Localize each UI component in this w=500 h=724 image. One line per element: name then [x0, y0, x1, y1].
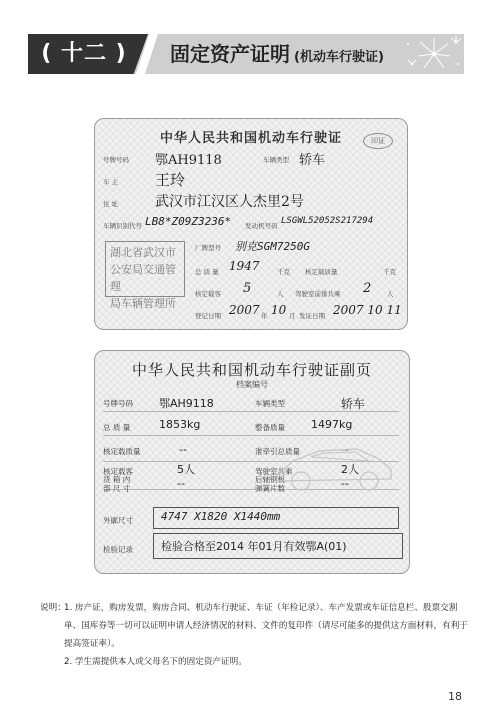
sub-cargo-box-value: --: [177, 477, 185, 490]
vehicle-type-value: 轿车: [299, 153, 326, 168]
sub-leaf-spring-label: 后轴钢板 弹簧片数: [255, 475, 285, 493]
total-mass-value: 1947: [229, 259, 260, 273]
sub-tow-mass-label: 准牵引总质量: [255, 447, 300, 456]
cab-seats-unit: 人: [387, 290, 394, 298]
sub-rated-load-value: --: [179, 443, 187, 456]
archive-label: 档案编号: [236, 380, 268, 389]
sub-seats-label: 核定载客: [103, 467, 133, 476]
seats-value: 5: [243, 281, 252, 296]
issue-date-value: 2007 10 11: [333, 303, 402, 317]
sub-plate-value: 鄂AH9118: [159, 397, 214, 410]
sub-tow-mass-value: --: [341, 443, 349, 456]
issue-date-label: 发证日期: [299, 312, 325, 320]
total-mass-unit: 千克: [277, 268, 290, 276]
sub-total-mass-label: 总 质 量: [103, 423, 131, 432]
rated-load-unit: 千克: [383, 268, 396, 276]
sub-vehicle-type-label: 车辆类型: [255, 399, 285, 408]
car-watermark: [271, 425, 397, 497]
sub-leaf-spring-value: --: [341, 477, 349, 490]
registration-seal: 湖北省武汉市 公安局交通管理 局车辆管理所: [105, 241, 185, 297]
fireworks-icon: [404, 34, 464, 74]
sub-seats-value: 5人: [177, 463, 195, 476]
vin-label: 车辆识别代号: [103, 222, 142, 230]
owner-value: 王玲: [155, 171, 186, 189]
seats-unit: 人: [277, 290, 284, 298]
sub-curb-mass-label: 整备质量: [255, 423, 285, 432]
address-value: 武汉市江汉区人杰里2号: [155, 194, 304, 210]
sub-total-mass-value: 1853kg: [159, 418, 201, 431]
sub-license-title: 中华人民共和国机动车行驶证副页: [131, 361, 372, 379]
register-month: 10: [271, 303, 287, 317]
page-title: 固定资产证明 (机动车行驶证): [170, 42, 384, 66]
license-title: 中华人民共和国机动车行驶证: [159, 131, 342, 146]
sub-cab-seats-label: 驾驶室共乘: [255, 467, 293, 476]
model-value: 别克SGM7250G: [235, 240, 310, 253]
seats-label: 核定载客: [195, 290, 221, 298]
rated-load-label: 核定载质量: [305, 268, 338, 276]
engine-label: 发动机号码: [245, 222, 278, 230]
sub-plate-label: 号牌号码: [103, 399, 133, 408]
cab-seats-label: 驾驶室前排共乘: [295, 290, 341, 298]
vehicle-license-main: [94, 118, 408, 330]
total-mass-label: 总 质 量: [195, 268, 219, 276]
cab-seats-value: 2: [363, 281, 372, 296]
register-date-label: 登记日期: [195, 312, 221, 320]
notes-section: [40, 599, 470, 671]
sub-cab-seats-value: 2人: [341, 463, 359, 476]
register-year: 2007: [229, 303, 260, 317]
model-label: 厂牌型号: [195, 244, 221, 252]
owner-label: 车 主: [103, 178, 119, 186]
dimension-label: 外廓尺寸: [103, 516, 133, 525]
vehicle-license-sub: [94, 350, 410, 574]
page-subtitle: (机动车行驶证): [294, 50, 384, 65]
dimension-value: 4747 X1820 X1440mm: [161, 510, 281, 523]
section-number: ( 十二 ): [41, 41, 127, 66]
sub-vehicle-type-value: 轿车: [341, 397, 366, 411]
sub-rated-load-label: 核定载质量: [103, 447, 141, 456]
vehicle-type-label: 车辆类型: [263, 156, 289, 164]
plate-value: 鄂AH9118: [155, 153, 222, 168]
vin-value: LB8*Z09Z3236*: [145, 215, 232, 228]
note-item: 说明： 1. 房产证，购房发票，购房合同、机动车行驶证、车证（年检记录）、车产发票或车证信息栏、股票交割单、国库券等一切可以证明申请人经济情况的材料、文件的复印件（请尽可能多的提供这方面材料，有利于提高签证率）。: [40, 599, 470, 653]
address-label: 住 址: [103, 200, 119, 208]
inspection-label: 检验记录: [103, 545, 133, 554]
register-year-unit: 年: [261, 312, 268, 320]
sub-cargo-box-label: 货 箱 内 部 尺 寸: [103, 475, 131, 493]
page-number: 18: [448, 690, 462, 703]
stamp-mark: 印证: [363, 133, 393, 149]
engine-value: LSGWL52052S217294: [281, 216, 374, 226]
sub-curb-mass-value: 1497kg: [311, 418, 353, 431]
plate-label: 号牌号码: [103, 156, 129, 164]
note-item: 2. 学生需提供本人或父母名下的固定资产证明。: [64, 657, 247, 667]
register-month-unit: 月: [289, 312, 296, 320]
inspection-value: 检验合格至2014 年01月有效鄂A(01): [161, 540, 347, 553]
notes-lead: 说明：: [40, 603, 66, 613]
